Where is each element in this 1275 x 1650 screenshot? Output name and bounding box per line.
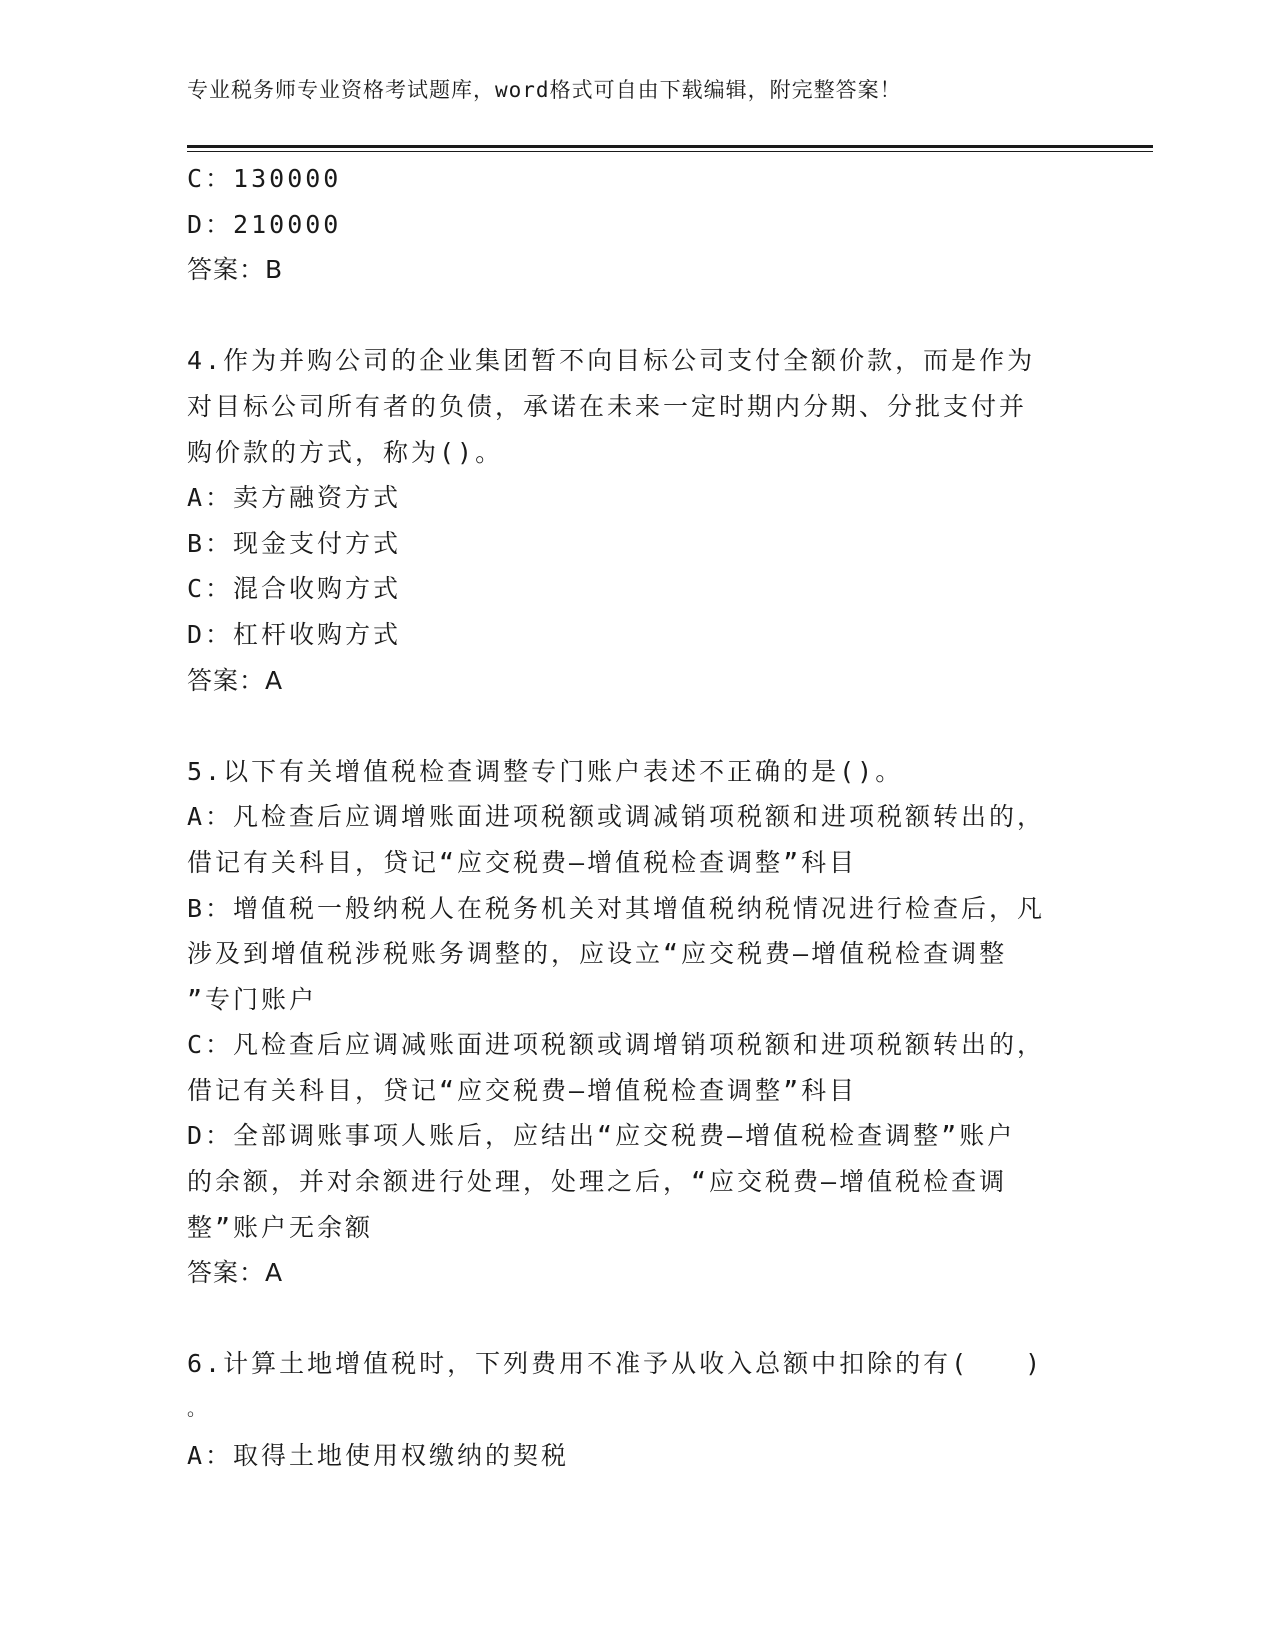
- question-3-tail: [187, 156, 1087, 293]
- option-c: C：130000: [187, 164, 342, 193]
- header-rule-thin: [187, 151, 1153, 152]
- option-d-cont: 整”账户无余额: [187, 1212, 374, 1242]
- page-header: 专业税务师专业资格考试题库，word格式可自由下载编辑，附完整答案！: [187, 78, 902, 102]
- option-a-cont: 借记有关科目，贷记“应交税费—增值税检查调整”科目: [187, 847, 858, 877]
- option-d: D：全部调账事项人账后，应结出“应交税费—增值税检查调整”账户: [187, 1121, 1016, 1151]
- option-d: D：210000: [187, 209, 342, 239]
- question-stem-cont: 。: [187, 1398, 210, 1421]
- option-b: B：现金支付方式: [187, 528, 402, 558]
- option-a: A：取得土地使用权缴纳的契税: [187, 1440, 570, 1470]
- option-a: A：卖方融资方式: [187, 483, 402, 513]
- answer-line: 答案：B: [187, 255, 284, 285]
- option-b-cont: ”专门账户: [187, 984, 318, 1014]
- option-c: C：混合收购方式: [187, 574, 402, 604]
- question-spacer: [187, 1296, 1087, 1342]
- option-c-cont: 借记有关科目，贷记“应交税费—增值税检查调整”科目: [187, 1075, 858, 1105]
- option-a: A：凡检查后应调增账面进项税额或调减销项税额和进项税额转出的，: [187, 802, 1046, 832]
- question-stem: 购价款的方式，称为()。: [187, 437, 504, 467]
- header-rule-thick: [187, 145, 1153, 148]
- question-stem: 5.以下有关增值税检查调整专门账户表述不正确的是()。: [187, 756, 904, 786]
- option-b-cont: 涉及到增值税涉税账务调整的，应设立“应交税费—增值税检查调整: [187, 939, 1008, 969]
- question-spacer: [187, 703, 1087, 749]
- question-4: [187, 338, 1087, 703]
- option-d-cont: 的余额，并对余额进行处理，处理之后，“应交税费—增值税检查调: [187, 1167, 1008, 1197]
- question-5: [187, 749, 1087, 1296]
- option-b: B：增值税一般纳税人在税务机关对其增值税纳税情况进行检查后，凡: [187, 893, 1046, 923]
- question-stem: 4.作为并购公司的企业集团暂不向目标公司支付全额价款，而是作为: [187, 346, 1036, 376]
- answer-line: 答案：A: [187, 1258, 284, 1288]
- option-c: C：凡检查后应调减账面进项税额或调增销项税额和进项税额转出的，: [187, 1030, 1046, 1060]
- answer-line: 答案：A: [187, 665, 284, 695]
- option-d: D：杠杆收购方式: [187, 619, 402, 649]
- question-spacer: [187, 293, 1087, 339]
- question-6: [187, 1341, 1087, 1478]
- question-stem: 对目标公司所有者的负债，承诺在未来一定时期内分期、分批支付并: [187, 391, 1028, 421]
- question-stem: 6.计算土地增值税时，下列费用不准予从收入总额中扣除的有( ): [187, 1349, 1044, 1379]
- document-body: [187, 156, 1087, 1478]
